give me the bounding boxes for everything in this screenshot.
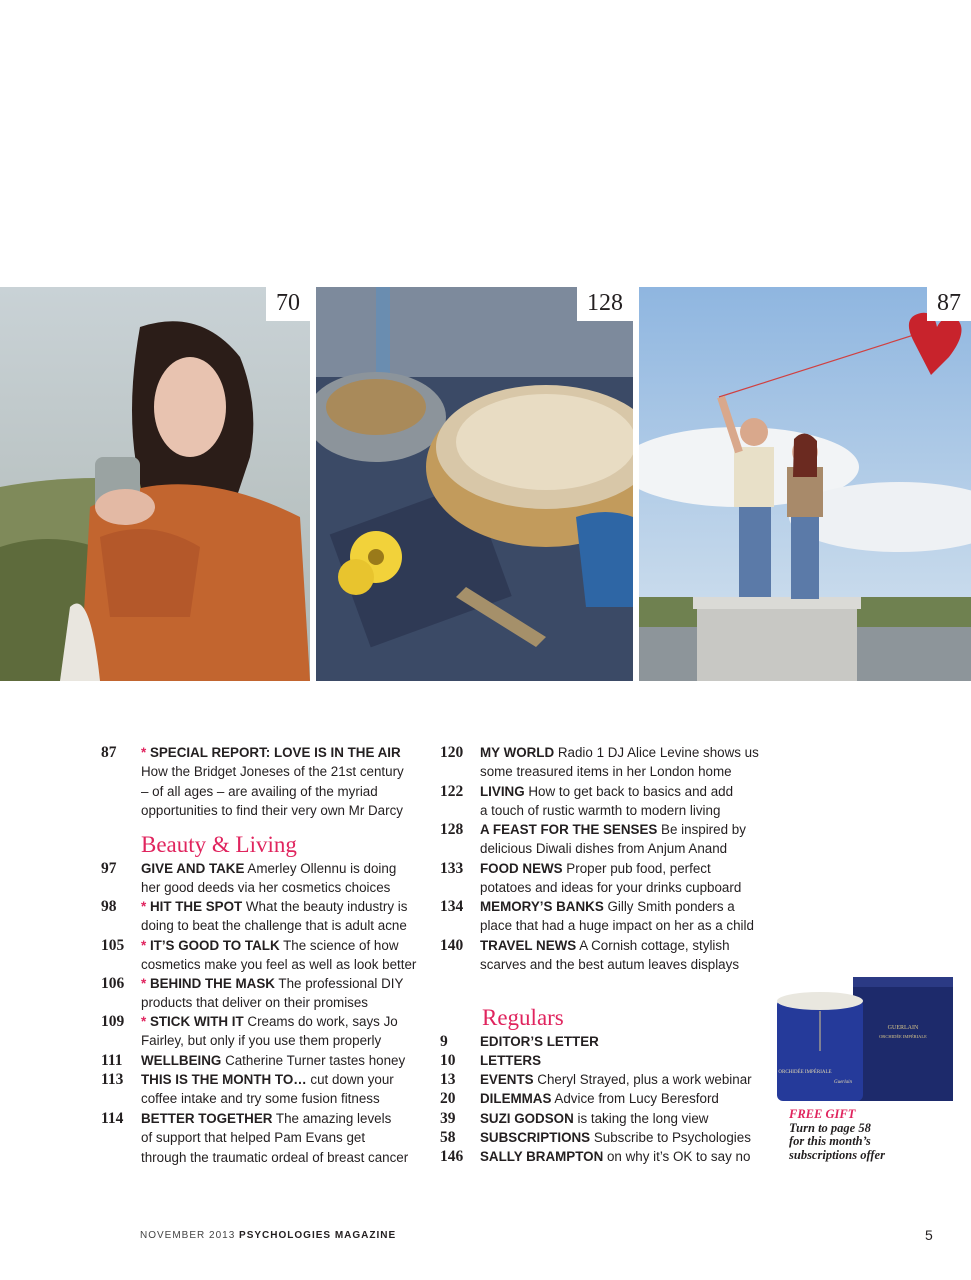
entry-page-number: 146 <box>440 1148 464 1165</box>
photo-woman-with-mug <box>0 287 310 681</box>
entry-desc: The professional DIY <box>274 976 404 991</box>
entry-line: place that had a huge impact on her as a child <box>480 918 754 934</box>
entry-desc: Advice from Lucy Beresford <box>551 1091 719 1106</box>
star-icon: * <box>141 1014 150 1029</box>
entry-text <box>480 1051 780 1070</box>
entry-line: Fairley, but only if you use them properly <box>141 1033 382 1049</box>
entry-text <box>480 1147 780 1166</box>
entry-line: How the Bridget Joneses of the 21st century <box>141 764 404 780</box>
entry-line: cosmetics make you feel as well as look better <box>141 957 417 973</box>
entry-page-number: 9 <box>440 1033 448 1050</box>
photo-page-number: 70 <box>266 287 310 321</box>
star-icon: * <box>141 938 150 953</box>
entry-text <box>141 1109 431 1167</box>
magazine-name: PSYCHOLOGIES MAGAZINE <box>239 1230 397 1241</box>
candle-and-box-illustration <box>775 975 965 1105</box>
box-product-text: ORCHIDÉE IMPÉRIALE <box>879 1034 927 1039</box>
entry-text <box>480 743 780 782</box>
entry-page-number: 128 <box>440 821 464 838</box>
couple-illustration <box>639 287 971 681</box>
entry-page-number: 113 <box>101 1071 124 1088</box>
entry-title: A FEAST FOR THE SENSES <box>480 822 658 837</box>
entry-text <box>480 1089 780 1108</box>
box-brand-text: GUERLAIN <box>887 1025 919 1031</box>
entry-desc: The science of how <box>279 938 399 953</box>
entry-page-number: 134 <box>440 898 464 915</box>
entry-line: of support that helped Pam Evans get <box>141 1130 366 1146</box>
entry-title: STICK WITH IT <box>149 1014 244 1029</box>
entry-desc: The amazing levels <box>272 1111 392 1126</box>
entry-page-number: 122 <box>440 783 464 800</box>
gift-line: subscriptions offer <box>789 1147 885 1162</box>
entry-title: GIVE AND TAKE <box>141 861 245 876</box>
entry-page-number: 105 <box>101 937 125 954</box>
entry-page-number: 98 <box>101 898 117 915</box>
entry-title: EVENTS <box>480 1072 534 1087</box>
entry-page-number: 97 <box>101 860 117 877</box>
entry-text <box>480 1128 780 1147</box>
entry-title: EDITOR’S LETTER <box>480 1034 599 1049</box>
entry-text <box>480 1109 780 1128</box>
page-footer <box>140 1230 396 1241</box>
entry-desc: How to get back to basics and add <box>524 784 734 799</box>
entry-desc: Catherine Turner tastes honey <box>221 1053 406 1068</box>
entry-text <box>141 1051 431 1070</box>
section-heading-beauty-living: Beauty & Living <box>141 832 297 857</box>
entry-title: MY WORLD <box>480 745 555 760</box>
entry-desc: is taking the long view <box>573 1111 709 1126</box>
entry-title: DILEMMAS <box>480 1091 552 1106</box>
entry-line: products that deliver on their promises <box>141 995 369 1011</box>
star-icon: * <box>141 899 150 914</box>
entry-title: SPECIAL REPORT: LOVE IS IN THE AIR <box>149 745 401 760</box>
entry-desc: Creams do work, says Jo <box>243 1014 398 1029</box>
entry-desc: cut down your <box>306 1072 394 1087</box>
entry-desc: What the beauty industry is <box>242 899 408 914</box>
entry-text <box>141 743 431 820</box>
entry-title: BEHIND THE MASK <box>149 976 275 991</box>
entry-text <box>480 1032 780 1051</box>
entry-line: doing to beat the challenge that is adult acne <box>141 918 407 934</box>
candle-product-text: ORCHIDÉE IMPÉRIALE <box>778 1070 832 1075</box>
entry-title: LETTERS <box>480 1053 542 1068</box>
entry-page-number: 39 <box>440 1110 456 1127</box>
entry-title: HIT THE SPOT <box>149 899 243 914</box>
entry-text <box>480 897 780 936</box>
entry-line: opportunities to find their very own Mr Darcy <box>141 802 403 818</box>
gift-line: for this month’s <box>789 1134 871 1148</box>
entry-page-number: 111 <box>101 1052 123 1069</box>
gift-line: Turn to page 58 <box>789 1120 871 1135</box>
entry-text <box>480 859 780 898</box>
entry-title: THIS IS THE MONTH TO… <box>141 1072 307 1087</box>
entry-title: SALLY BRAMPTON <box>480 1149 604 1164</box>
pie-illustration <box>316 287 633 681</box>
entry-text <box>141 1070 431 1109</box>
entry-line: her good deeds via her cosmetics choices <box>141 880 391 896</box>
photo-pie-dish <box>316 287 633 681</box>
entry-text <box>480 782 780 821</box>
entry-page-number: 58 <box>440 1129 456 1146</box>
page-number: 5 <box>925 1227 933 1243</box>
photo-couple-with-balloon <box>639 287 971 681</box>
photo-page-number: 87 <box>927 287 971 321</box>
entry-desc: Gilly Smith ponders a <box>603 899 735 914</box>
issue-date: NOVEMBER 2013 <box>140 1230 236 1241</box>
woman-illustration <box>0 287 310 681</box>
entry-page-number: 106 <box>101 975 125 992</box>
entry-line: coffee intake and try some fusion fitness <box>141 1091 380 1107</box>
entry-desc: on why it’s OK to say no <box>603 1149 751 1164</box>
star-icon: * <box>141 745 150 760</box>
entry-page-number: 13 <box>440 1071 456 1088</box>
free-gift-label: FREE GIFT <box>789 1107 856 1121</box>
entry-line: a touch of rustic warmth to modern living <box>480 803 721 819</box>
entry-title: TRAVEL NEWS <box>480 938 577 953</box>
entry-title: BETTER TOGETHER <box>141 1111 273 1126</box>
entry-page-number: 133 <box>440 860 464 877</box>
entry-title: MEMORY’S BANKS <box>480 899 604 914</box>
section-heading-regulars: Regulars <box>482 1005 564 1030</box>
entry-title: WELLBEING <box>141 1053 222 1068</box>
free-gift-caption[interactable] <box>789 1108 959 1162</box>
entry-page-number: 87 <box>101 744 117 761</box>
entry-title: SUBSCRIPTIONS <box>480 1130 591 1145</box>
entry-text <box>480 1070 780 1089</box>
entry-title: IT’S GOOD TO TALK <box>149 938 280 953</box>
entry-line: scarves and the best autum leaves displays <box>480 957 740 973</box>
free-gift-product-image[interactable] <box>775 975 965 1105</box>
entry-title: FOOD NEWS <box>480 861 563 876</box>
entry-desc: Be inspired by <box>657 822 746 837</box>
entry-desc: Proper pub food, perfect <box>562 861 711 876</box>
entry-line: through the traumatic ordeal of breast cancer <box>141 1149 409 1165</box>
entry-text <box>141 936 431 975</box>
entry-page-number: 114 <box>101 1110 124 1127</box>
entry-desc: Subscribe to Psychologies <box>590 1130 751 1145</box>
entry-title: LIVING <box>480 784 525 799</box>
star-icon: * <box>141 976 150 991</box>
entry-text <box>141 859 431 898</box>
entry-page-number: 10 <box>440 1052 456 1069</box>
entry-desc: A Cornish cottage, stylish <box>576 938 730 953</box>
entry-page-number: 140 <box>440 937 464 954</box>
entry-desc: Cheryl Strayed, plus a work webinar <box>533 1072 752 1087</box>
entry-page-number: 109 <box>101 1013 125 1030</box>
entry-text <box>480 936 780 975</box>
entry-desc: Amerley Ollennu is doing <box>244 861 397 876</box>
entry-text <box>480 820 780 859</box>
entry-line: delicious Diwali dishes from Anjum Anand <box>480 841 728 857</box>
entry-text <box>141 1012 431 1051</box>
entry-page-number: 120 <box>440 744 464 761</box>
entry-text <box>141 897 431 936</box>
entry-title: SUZI GODSON <box>480 1111 574 1126</box>
candle-brand-text: Guerlain <box>833 1080 853 1085</box>
entry-line: potatoes and ideas for your drinks cupboard <box>480 880 742 896</box>
entry-page-number: 20 <box>440 1090 456 1107</box>
entry-line: some treasured items in her London home <box>480 764 732 780</box>
entry-line: – of all ages – are availing of the myriad <box>141 783 378 799</box>
entry-desc: Radio 1 DJ Alice Levine shows us <box>554 745 759 760</box>
entry-text <box>141 974 431 1013</box>
photo-page-number: 128 <box>577 287 633 321</box>
